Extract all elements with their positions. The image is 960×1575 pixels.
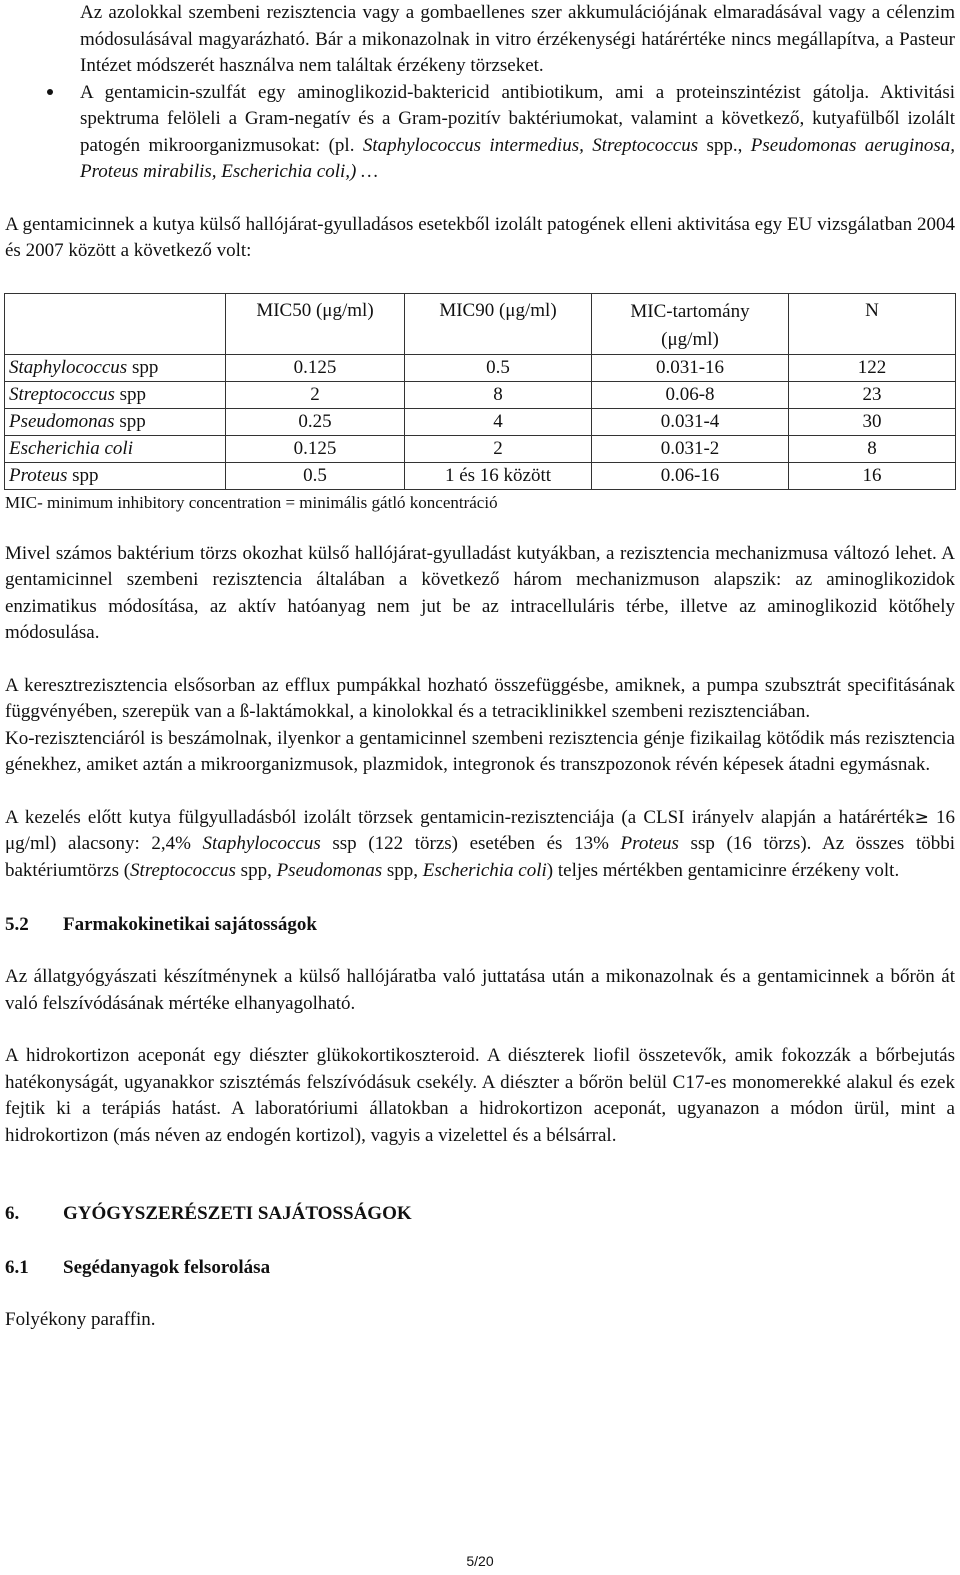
intro-continuation: Az azolokkal szembeni rezisztencia vagy a gombaellenes szer akkumulációjának elmaradásával vagy a célenzim módosulásával magyarázható. Bár a mikonazolnak in vitro érzékenységi határértéke nincs megállapítva, a Pasteur Intézet módszerét használva nem találtak érzékeny törzseket.: [80, 2, 955, 76]
document-page: [5, 0, 955, 1334]
resistance-paragraph: Mivel számos baktérium törzs okozhat külső hallójárat-gyulladást kutyákban, a rezisztencia mechanizmusa változó lehet. A gentamicinnel szembeni rezisztencia általában a következő három mechanizmuson alapszik: az aminoglikozidok enzimatikus módosítása, az aktív hatóanyag nem jut be az intracelluláris térbe, illetve az aminoglikozid kötőhely módosulása.: [5, 542, 955, 643]
excipients-text: Folyékony paraffin.: [5, 1309, 156, 1330]
cell-n: 23: [789, 381, 956, 408]
cell-mic90: 2: [405, 435, 592, 462]
cell-mic50: 0.5: [226, 462, 405, 489]
cell-n: 8: [789, 435, 956, 462]
co-resistance-paragraph: Ko-rezisztenciáról is beszámolnak, ilyenkor a gentamicinnel szembeni rezisztencia génje fizikailag kötődik más rezisztencia génekhez, amiket aztán a mikroorganizmusok, plazmidok, integronok és transzpozonok révén képesek átadni egymásnak.: [5, 727, 955, 775]
cell-organism: Pseudomonas spp: [5, 408, 226, 435]
bullet-dot-icon: [47, 89, 53, 95]
pk-paragraph-2: A hidrokortizon aceponát egy diészter glükokortikoszteroid. A diészterek liofil összetevők, amik fokozzák a bőrbejutás hatékonyságát, ugyanakkor szisztémás felszívódásuk csekély. A diészter a bőrön belül C17-es monomerekké alakul és ezek fejtik ki a terápiás hatást. A laboratóriumi állatokban a hidrokortizon aceponát, ugyanazon a módon ürül, mint a hidrokortizon (más néven az endogén kortizol), vagyis a vizelettel és a bélsárral.: [5, 1045, 955, 1146]
cell-organism: Staphylococcus spp: [5, 354, 226, 381]
page-number: 5/20: [466, 1553, 494, 1569]
cell-n: 16: [789, 462, 956, 489]
table-row: [5, 381, 956, 408]
cell-mic90: 0.5: [405, 354, 592, 381]
table-footnote: MIC- minimum inhibitory concentration = minimális gátló koncentráció: [5, 492, 498, 512]
section-heading-5-2: 5.2 Farmakokinetikai sajátosságok: [5, 914, 317, 935]
cell-organism: Proteus spp: [5, 462, 226, 489]
cell-mic50: 0.25: [226, 408, 405, 435]
cell-mic90: 4: [405, 408, 592, 435]
cell-n: 122: [789, 354, 956, 381]
cell-mic50: 2: [226, 381, 405, 408]
cell-mic50: 0.125: [226, 354, 405, 381]
table-row: [5, 354, 956, 381]
cross-resistance-paragraph: A keresztrezisztencia elsősorban az efflux pumpákkal hozható összefüggésbe, amiknek, a pumpa szubsztrát specifitásának függvényében, szerepük van a ß-laktámokkal, a kinolokkal és a tetraciklinikkel szembeni rezisztenciában.: [5, 674, 955, 722]
eu-study-paragraph: A gentamicinnek a kutya külső hallójárat-gyulladásos esetekből izolált patogének elleni aktivitása egy EU vizsgálatban 2004 és 2007 között a következő volt:: [5, 213, 955, 261]
gentamicin-paragraph: A gentamicin-szulfát egy aminoglikozid-baktericid antibiotikum, ami a proteinszintézist gátolja. Aktivitási spektruma felöleli a Gram-negatív és a Gram-pozitív baktériumokat, valamint a következő, kutyafülből izolált patogén mikroorganizmusokat: (pl. Staphylococcus intermedius, Streptococcus spp., Pseudomonas aeruginosa, Proteus mirabilis, Escherichia coli,) …: [80, 81, 955, 182]
table-row: [5, 462, 956, 489]
cell-range: 0.031-16: [592, 354, 789, 381]
mic-table-wrap: [5, 293, 955, 490]
cell-organism: Escherichia coli: [5, 435, 226, 462]
header-range: MIC-tartomány (μg/ml): [592, 293, 789, 354]
cell-mic50: 0.125: [226, 435, 405, 462]
header-n: N: [789, 293, 956, 354]
cell-n: 30: [789, 408, 956, 435]
clsi-paragraph: A kezelés előtt kutya fülgyulladásból izolált törzsek gentamicin-rezisztenciája (a CLSI irányelv alapján a határérték≥ 16 μg/ml) alacsony: 2,4% Staphylococcus ssp (122 törzs) esetében és 13% Proteus ssp (16 törzs). Az összes többi baktériumtörzs (Streptococcus spp, Pseudomonas spp, Escherichia coli) teljes mértékben gentamicinre érzékeny volt.: [5, 806, 956, 881]
section-heading-6-1: 6.1 Segédanyagok felsorolása: [5, 1257, 271, 1278]
cell-range: 0.031-2: [592, 435, 789, 462]
cell-organism: Streptococcus spp: [5, 381, 226, 408]
header-mic90: MIC90 (μg/ml): [405, 293, 592, 354]
cell-range: 0.031-4: [592, 408, 789, 435]
table-row: [5, 435, 956, 462]
header-mic50: MIC50 (μg/ml): [226, 293, 405, 354]
pk-paragraph-1: Az állatgyógyászati készítménynek a külső hallójáratba való juttatása után a mikonazolnak és a gentamicinnek a bőrön át való felszívódásának mértéke elhanyagolható.: [5, 966, 955, 1014]
cell-mic90: 1 és 16 között: [405, 462, 592, 489]
cell-range: 0.06-16: [592, 462, 789, 489]
section-heading-6: 6. GYÓGYSZERÉSZETI SAJÁTOSSÁGOK: [5, 1203, 412, 1224]
bullet-item-gentamicin: [80, 80, 955, 186]
mic-table: [4, 293, 956, 490]
table-header-row: [5, 293, 956, 354]
cell-mic90: 8: [405, 381, 592, 408]
bullet-list: [5, 80, 955, 186]
header-organism: [5, 293, 226, 354]
table-row: [5, 408, 956, 435]
cell-range: 0.06-8: [592, 381, 789, 408]
